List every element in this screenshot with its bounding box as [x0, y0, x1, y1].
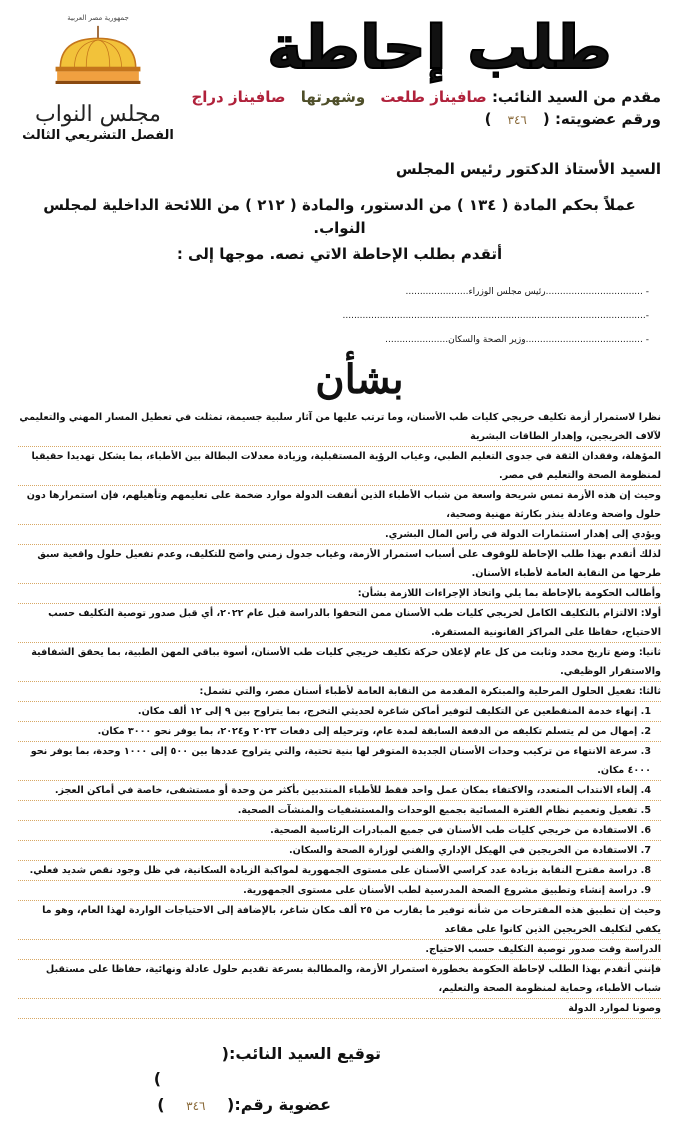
- footer-membership: عضوية رقم:( ٣٤٦ ): [157, 1094, 331, 1114]
- body-line: نظرا لاستمرار أزمة تكليف خريجي كليات طب الأسنان، وما ترتب عليها من آثار سلبية جسيمة، تمثلت في تعطيل المسار المهني والتعليمي لآلاف الخريجين، وإهدار الطاقات البشرية: [18, 408, 661, 447]
- body-line: المؤهلة، وفقدان الثقة في جدوى التعليم الطبي، وغياب الرؤية المستقبلية، وزيادة معدلات البطالة بين الأطباء، بما يشكل تهديدا حقيقيا لمنظومة الصحة والتعليم في مصر.: [18, 447, 661, 486]
- body-line: أولا: الالتزام بالتكليف الكامل لخريجي كليات طب الأسنان ممن التحقوا بالدراسة قبل عام ٢٠٢٢، أي قبل صدور توصية التكليف حسب الاحتياج، حفاظا على المراكز القانونية المستقرة.: [18, 604, 661, 643]
- body-line: 6. الاستفادة من خريجي كليات طب الأسنان في جميع المبادرات الرئاسية الصحية.: [18, 821, 661, 841]
- request-body: [18, 408, 661, 1019]
- header-text: [178, 14, 661, 131]
- aka-label: وشهرتها: [300, 88, 366, 106]
- republic-caption: جمهورية مصر العربية: [67, 14, 129, 22]
- recipient-line: -..........................................................................................................: [342, 310, 649, 321]
- signature-label: توقيع السيد النائب:: [228, 1043, 381, 1063]
- membership-number: ٣٤٦: [507, 112, 527, 127]
- signature-line: توقيع السيد النائب:(): [153, 1043, 381, 1089]
- logo-block: [18, 14, 178, 145]
- body-line: 8. دراسة مقترح النقابة بزيادة عدد كراسي الأسنان على مستوى الجمهورية لمواكبة الزيادة السكانية، في ظل وجود نقص شديد فعلي.: [18, 861, 661, 881]
- document-header: [18, 14, 661, 145]
- recipients: [18, 280, 661, 352]
- mp-name: صافيناز طلعت: [380, 88, 487, 106]
- legislative-term: الفصل التشريعي الثالث: [22, 128, 174, 144]
- mp-alias: صافيناز دراج: [191, 88, 286, 106]
- submit-line: أتقدم بطلب الإحاطة الاتي نصه. موجها إلى :: [176, 245, 503, 264]
- body-line: ثانيا: وضع تاريخ محدد وثابت من كل عام لإعلان حركة تكليف خريجي كليات طب الأسنان، أسوة بباقي المهن الطبية، بما يحقق الشفافية والاستقرار الوظيفي.: [18, 643, 661, 682]
- footer-membership-label: عضوية رقم:: [234, 1094, 331, 1114]
- legal-basis: عملاً بحكم المادة ( ١٣٤ ) من الدستور، والمادة ( ٢١٢ ) من اللائحة الداخلية لمجلس النواب.: [43, 196, 636, 237]
- recipient-line: - ..................................رئيس مجلس الوزراء......................: [405, 286, 649, 297]
- body-line: 7. الاستفادة من الخريجين في الهيكل الإداري والفني لوزارة الصحة والسكان.: [18, 841, 661, 861]
- membership-label: ورقم عضويته:: [554, 109, 661, 128]
- body-line: وصونا لموارد الدولة: [18, 999, 661, 1019]
- presented-label: مقدم من السيد النائب:: [491, 88, 661, 106]
- body-line: ثالثا: تفعيل الحلول المرحلية والمبتكرة المقدمة من النقابة العامة لأطباء أسنان مصر، والتي تشمل:: [18, 682, 661, 702]
- parliament-dome-logo: [43, 22, 153, 102]
- subject-heading: بشأن: [315, 355, 404, 403]
- body-line: 2. إمهال من لم يتسلم تكليفه من الدفعة السابقة لمدة عام، وترحيله إلى دفعات ٢٠٢٣ و٢٠٢٤، بما يوفر نحو ٣٠٠٠ مكان.: [18, 722, 661, 742]
- body-line: 5. تفعيل وتعميم نظام الفترة المسائية بجميع الوحدات والمستشفيات والمنشآت الصحية.: [18, 801, 661, 821]
- body-line: فإنني أتقدم بهذا الطلب لإحاطة الحكومة بخطورة استمرار الأزمة، والمطالبة بسرعة تقديم حلول عادلة ونهائية، حفاظا على مستقبل شباب الأطباء، وحماية لمنظومة الصحة والتعليم،: [18, 960, 661, 999]
- recipient-line: - .........................................وزير الصحة والسكان......................: [385, 334, 649, 345]
- body-line: وحيث إن تطبيق هذه المقترحات من شأنه توفير ما يقارب من ٢٥ ألف مكان شاغر، بالإضافة إلى الاحتياجات الواردة لهذا العام، وهو ما يكفي لتكليف الخريجين الذين كانوا على مقاعد: [18, 901, 661, 940]
- body-line: ويؤدي إلى إهدار استثمارات الدولة في رأس المال البشري.: [18, 525, 661, 545]
- page-title: طلب إحاطة: [267, 13, 612, 83]
- body-line: 9. دراسة إنشاء وتطبيق مشروع الصحة المدرسية لطب الأسنان على مستوى الجمهورية.: [18, 881, 661, 901]
- body-line: 1. إنهاء خدمة المنقطعين عن التكليف لتوفير أماكن شاغرة لحديثي التخرج، بما يتراوح بين ٩ إلى ١٢ ألف مكان.: [18, 702, 661, 722]
- body-line: الدراسة وقت صدور توصية التكليف حسب الاحتياج.: [18, 940, 661, 960]
- body-line: 3. سرعة الانتهاء من تركيب وحدات الأسنان الجديدة المتوفر لها بنية تحتية، والتي يتراوح عددها بين ٥٠٠ إلى ١٠٠٠ وحدة، بما يوفر نحو ٤٠٠٠ مكان.: [18, 742, 661, 781]
- body-line: لذلك أتقدم بهذا طلب الإحاطة للوقوف على أسباب استمرار الأزمة، وغياب جدول زمني واضح للتكليف، وعدم تفعيل حلول واقعية سبق طرحها من النقابة العامة لأطباء الأسنان.: [18, 545, 661, 584]
- council-name: مجلس النواب: [35, 102, 161, 127]
- addressee: السيد الأستاذ الدكتور رئيس المجلس: [395, 160, 661, 179]
- body-line: وأطالب الحكومة بالإحاطة بما يلي واتخاذ الإجراءات اللازمة بشأن:: [18, 584, 661, 604]
- body-line: 4. إلغاء الانتداب المتعدد، والاكتفاء بمكان عمل واحد فقط للأطباء المنتدبين بأكثر من وحدة أو مستشفى، خاصة في أماكن العجز.: [18, 781, 661, 801]
- presented-by: [178, 87, 661, 109]
- membership: ورقم عضويته: (٣٤٦): [484, 109, 661, 128]
- footer-membership-number: ٣٤٦: [186, 1098, 206, 1113]
- body-line: وحيث إن هذه الأزمة تمس شريحة واسعة من شباب الأطباء الذين أنفقت الدولة موارد ضخمة على تعليمهم وتأهيلهم، فإن استمرارها دون حلول واضحة وعادلة ينذر بكارثة مهنية وصحية،: [18, 486, 661, 525]
